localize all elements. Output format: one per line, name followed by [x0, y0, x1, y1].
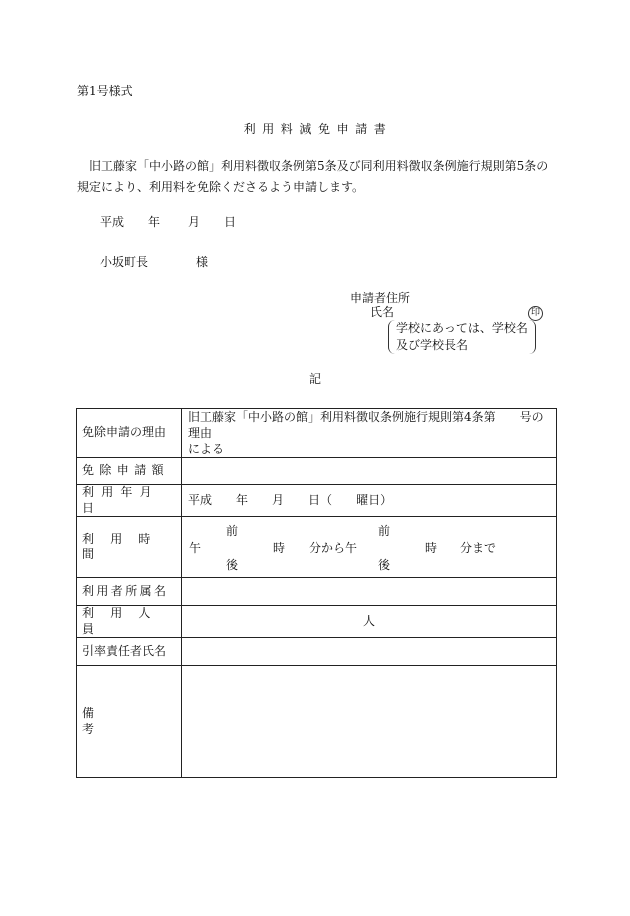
addressee-honorific: 様	[196, 255, 209, 269]
application-statement: 旧工藤家「中小路の館」利用料徴収条例第5条及び同利用料徴収条例施行規則第5条の規定により、利用料を免除くださるよう申請します。	[77, 159, 549, 194]
table-row	[77, 638, 557, 666]
reason-line1: 旧工藤家「中小路の館」利用料徴収条例施行規則第4条第 号の理由	[188, 410, 544, 440]
date-year: 年	[148, 215, 161, 229]
time-pm-2: 後	[378, 558, 391, 573]
applicant-name-label: 氏名	[370, 305, 395, 319]
date-day: 日	[224, 215, 237, 229]
people-cell[interactable]	[182, 606, 557, 638]
school-note	[390, 320, 528, 354]
leader-label	[77, 638, 182, 666]
application-date	[100, 215, 236, 231]
use-date-month: 月	[272, 492, 285, 507]
date-cell[interactable]	[182, 485, 557, 517]
form-number: 第1号様式	[77, 84, 133, 98]
applicant-address-label: 申請者住所	[350, 291, 411, 305]
seal-mark: 印	[528, 306, 543, 321]
affiliation-label-text: 利用者所属名	[82, 583, 169, 598]
affiliation-cell[interactable]	[182, 578, 557, 606]
time-until: 分まで	[460, 541, 497, 556]
people-label	[77, 606, 182, 638]
school-note-line1: 学校にあっては、学校名	[396, 321, 528, 335]
time-am-1: 前	[226, 524, 239, 539]
leader-label-text: 引率責任者氏名	[82, 644, 167, 659]
date-label-text: 利用年月日	[82, 485, 159, 515]
addressee	[100, 255, 208, 271]
time-layout	[182, 517, 556, 577]
table-row	[77, 606, 557, 638]
time-hour-1: 時	[273, 541, 286, 556]
table-row	[77, 458, 557, 485]
amount-label-text: 免除申請額	[82, 463, 170, 478]
amount-label	[77, 458, 182, 485]
table-row	[77, 666, 557, 778]
people-unit: 人	[362, 613, 375, 628]
reason-line2: による	[188, 442, 225, 456]
use-date-weekday: 曜日）	[356, 492, 393, 507]
time-label-text: 利用時間	[82, 531, 167, 562]
people-label-text: 利用人員	[82, 606, 167, 636]
remarks-label-text: 備考	[82, 706, 146, 736]
leader-cell[interactable]	[182, 638, 557, 666]
table-row	[77, 485, 557, 517]
affiliation-label	[77, 578, 182, 606]
amount-label-text	[82, 463, 176, 479]
use-date-era: 平成	[188, 492, 213, 507]
date-label	[77, 485, 182, 517]
document-title: 利用料減免申請書	[243, 122, 393, 136]
table-row	[77, 409, 557, 458]
table-row	[77, 517, 557, 578]
school-note-line2: 及び学校長名	[396, 338, 469, 352]
date-month: 月	[188, 215, 201, 229]
application-table	[76, 408, 557, 778]
ki-heading: 記	[308, 372, 321, 386]
right-bracket	[529, 320, 536, 354]
amount-cell[interactable]	[182, 458, 557, 485]
time-hour-2: 時	[425, 541, 438, 556]
reason-label: 免除申請の理由	[77, 409, 182, 458]
table-row	[77, 578, 557, 606]
use-date-day: 日（	[308, 492, 333, 507]
remarks-cell[interactable]	[182, 666, 557, 778]
use-date-year: 年	[236, 492, 249, 507]
reason-cell[interactable]	[182, 409, 557, 458]
remarks-label	[77, 666, 182, 778]
date-era: 平成	[100, 215, 125, 229]
time-pm-1: 後	[226, 558, 239, 573]
left-bracket	[388, 320, 395, 354]
time-from: 分から午	[309, 541, 358, 556]
time-am-2: 前	[378, 524, 391, 539]
time-label	[77, 517, 182, 578]
addressee-name: 小坂町長	[100, 255, 149, 269]
time-noon-1: 午	[189, 541, 202, 556]
time-cell[interactable]	[182, 517, 557, 578]
